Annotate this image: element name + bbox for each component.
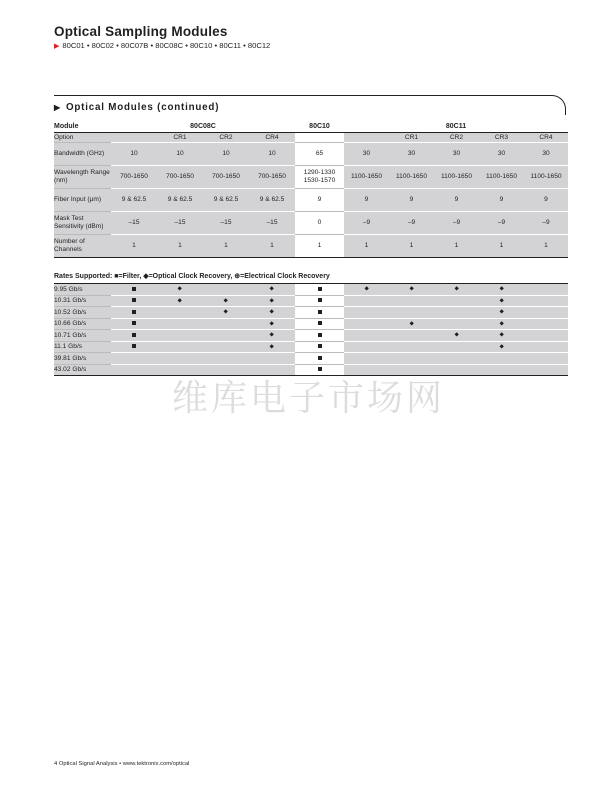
filter-square-icon	[318, 310, 322, 314]
option-cell: CR3	[479, 133, 524, 143]
spec-cell: 700-1650	[203, 166, 249, 189]
rate-label: 10.66 Gb/s	[54, 318, 111, 330]
filter-square-icon	[318, 333, 322, 337]
spec-body	[54, 143, 568, 258]
rate-cell	[524, 295, 568, 307]
spec-cell: 1100-1650	[479, 166, 524, 189]
optical-clock-diamond-icon	[409, 287, 414, 292]
rate-label: 10.71 Gb/s	[54, 330, 111, 342]
rate-row	[54, 318, 568, 330]
rate-cell	[111, 364, 157, 376]
spec-cell: 9 & 62.5	[111, 189, 157, 212]
rate-cell	[344, 341, 389, 353]
spec-row-label: Number of Channels	[54, 235, 111, 258]
spec-cell: 9	[295, 189, 344, 212]
rate-cell	[249, 295, 295, 307]
rate-row	[54, 284, 568, 296]
optical-clock-diamond-icon	[270, 333, 275, 338]
section-arrow-icon: ▶	[54, 103, 61, 112]
spec-cell: 9	[344, 189, 389, 212]
spec-cell: 10	[111, 143, 157, 166]
spec-cell: 1100-1650	[524, 166, 568, 189]
spec-cell: 1	[295, 235, 344, 258]
rate-cell	[524, 341, 568, 353]
rate-cell	[479, 318, 524, 330]
rate-cell	[434, 284, 479, 296]
rate-cell	[344, 284, 389, 296]
rate-cell	[203, 318, 249, 330]
rate-row	[54, 353, 568, 365]
group-80c08c: 80C08C	[111, 122, 295, 133]
option-cell	[111, 133, 157, 143]
optical-clock-diamond-icon	[499, 333, 504, 338]
spec-cell: 9	[479, 189, 524, 212]
rate-label: 9.95 Gb/s	[54, 284, 111, 296]
rate-cell	[295, 341, 344, 353]
rates-legend: Rates Supported: ■=Filter, ◆=Optical Clock Recovery, ⊕=Electrical Clock Recovery	[54, 273, 330, 280]
rate-cell	[479, 284, 524, 296]
option-cell: CR4	[249, 133, 295, 143]
option-cell: CR4	[524, 133, 568, 143]
filter-square-icon	[132, 287, 136, 291]
optical-clock-diamond-icon	[178, 298, 183, 303]
optical-clock-diamond-icon	[270, 310, 275, 315]
spec-cell: 1	[203, 235, 249, 258]
red-arrow-icon: ▶	[54, 43, 60, 50]
filter-square-icon	[132, 298, 136, 302]
optical-clock-diamond-icon	[224, 298, 229, 303]
spec-cell: 10	[157, 143, 203, 166]
rate-cell	[111, 295, 157, 307]
rate-cell	[344, 330, 389, 342]
rate-cell	[389, 284, 434, 296]
rate-cell	[111, 318, 157, 330]
rate-cell	[524, 284, 568, 296]
rate-cell	[157, 307, 203, 319]
spec-cell: –15	[111, 212, 157, 235]
rate-cell	[524, 307, 568, 319]
watermark: 维库电子市场网	[172, 378, 446, 419]
filter-square-icon	[318, 344, 322, 348]
spec-cell: 1	[479, 235, 524, 258]
section-title	[54, 102, 219, 113]
rate-cell	[479, 353, 524, 365]
rate-label: 11.1 Gb/s	[54, 341, 111, 353]
optical-clock-diamond-icon	[499, 344, 504, 349]
optical-clock-diamond-icon	[499, 310, 504, 315]
rate-cell	[111, 330, 157, 342]
spec-row	[54, 235, 568, 258]
rate-label: 10.31 Gb/s	[54, 295, 111, 307]
option-cell: CR2	[434, 133, 479, 143]
rate-cell	[249, 330, 295, 342]
optical-clock-diamond-icon	[270, 321, 275, 326]
spec-cell: 9 & 62.5	[249, 189, 295, 212]
option-label: Option	[54, 133, 111, 143]
rate-cell	[249, 318, 295, 330]
spec-cell: 30	[434, 143, 479, 166]
spec-cell: 65	[295, 143, 344, 166]
spec-cell: –9	[524, 212, 568, 235]
rate-row	[54, 330, 568, 342]
spec-cell: 10	[249, 143, 295, 166]
spec-cell: 30	[389, 143, 434, 166]
spec-table	[54, 122, 568, 258]
rate-cell	[203, 353, 249, 365]
optical-clock-diamond-icon	[224, 310, 229, 315]
spec-cell: 0	[295, 212, 344, 235]
spec-cell: 1	[249, 235, 295, 258]
rate-cell	[524, 330, 568, 342]
rate-cell	[479, 341, 524, 353]
rate-cell	[479, 307, 524, 319]
filter-square-icon	[132, 344, 136, 348]
spec-cell: 9 & 62.5	[157, 189, 203, 212]
rate-cell	[479, 295, 524, 307]
spec-cell: 700-1650	[111, 166, 157, 189]
rate-cell	[249, 284, 295, 296]
filter-square-icon	[132, 310, 136, 314]
optical-clock-diamond-icon	[454, 287, 459, 292]
rate-cell	[434, 353, 479, 365]
rate-cell	[434, 295, 479, 307]
spec-cell: 9	[524, 189, 568, 212]
option-cell	[295, 133, 344, 143]
rate-cell	[389, 295, 434, 307]
spec-cell: –9	[479, 212, 524, 235]
spec-cell: 9	[434, 189, 479, 212]
spec-row-label: Fiber Input (µm)	[54, 189, 111, 212]
filter-square-icon	[318, 321, 322, 325]
option-cell: CR1	[389, 133, 434, 143]
spec-cell: 30	[524, 143, 568, 166]
rate-cell	[344, 295, 389, 307]
rate-cell	[479, 364, 524, 376]
option-row	[54, 133, 568, 143]
rate-cell	[295, 330, 344, 342]
rate-cell	[389, 330, 434, 342]
optical-clock-diamond-icon	[499, 298, 504, 303]
optical-clock-diamond-icon	[270, 344, 275, 349]
filter-square-icon	[318, 356, 322, 360]
optical-clock-diamond-icon	[499, 287, 504, 292]
optical-clock-diamond-icon	[178, 287, 183, 292]
rate-cell	[111, 307, 157, 319]
rate-cell	[203, 284, 249, 296]
optical-clock-diamond-icon	[454, 333, 459, 338]
spec-row-label: Wavelength Range (nm)	[54, 166, 111, 189]
rate-cell	[344, 353, 389, 365]
rate-cell	[389, 307, 434, 319]
spec-cell: 1100-1650	[344, 166, 389, 189]
spec-row	[54, 189, 568, 212]
rate-cell	[157, 295, 203, 307]
rate-cell	[524, 364, 568, 376]
rate-cell	[111, 353, 157, 365]
rate-cell	[434, 341, 479, 353]
rate-label: 43.02 Gb/s	[54, 364, 111, 376]
rate-cell	[434, 307, 479, 319]
rate-cell	[203, 341, 249, 353]
spec-cell: 9	[389, 189, 434, 212]
rate-cell	[157, 341, 203, 353]
spec-cell: 1	[524, 235, 568, 258]
rate-cell	[389, 353, 434, 365]
rate-cell	[111, 341, 157, 353]
rate-cell	[295, 307, 344, 319]
spec-cell: 1	[344, 235, 389, 258]
spec-row-label: Mask Test Sensitivity (dBm)	[54, 212, 111, 235]
spec-cell: 1	[111, 235, 157, 258]
optical-clock-diamond-icon	[270, 298, 275, 303]
rate-cell	[295, 295, 344, 307]
group-80c11: 80C11	[344, 122, 568, 133]
spec-cell: –9	[344, 212, 389, 235]
spec-cell: –15	[249, 212, 295, 235]
spec-cell: –9	[389, 212, 434, 235]
spec-cell: 700-1650	[157, 166, 203, 189]
model-list-text: 80C01 • 80C02 • 80C07B • 80C08C • 80C10 • 80C11 • 80C12	[62, 41, 271, 50]
filter-square-icon	[318, 287, 322, 291]
rates-table	[54, 283, 568, 376]
optical-clock-diamond-icon	[499, 321, 504, 326]
module-label: Module	[54, 122, 111, 133]
optical-clock-diamond-icon	[270, 287, 275, 292]
rate-row	[54, 295, 568, 307]
option-cell: CR1	[157, 133, 203, 143]
rate-cell	[249, 353, 295, 365]
filter-square-icon	[318, 298, 322, 302]
rate-cell	[157, 353, 203, 365]
spec-row	[54, 212, 568, 235]
rate-cell	[249, 307, 295, 319]
spec-cell: 1	[434, 235, 479, 258]
rate-cell	[344, 318, 389, 330]
rate-cell	[434, 330, 479, 342]
spec-cell: 1100-1650	[434, 166, 479, 189]
rate-cell	[389, 318, 434, 330]
rate-cell	[389, 341, 434, 353]
section-title-text: Optical Modules (continued)	[65, 102, 220, 113]
rates-body	[54, 284, 568, 376]
optical-clock-diamond-icon	[409, 321, 414, 326]
option-cell	[344, 133, 389, 143]
spec-row-label: Bandwidth (GHz)	[54, 143, 111, 166]
rate-cell	[295, 284, 344, 296]
spec-cell: 1100-1650	[389, 166, 434, 189]
optical-clock-diamond-icon	[364, 287, 369, 292]
rate-cell	[203, 295, 249, 307]
rate-cell	[111, 284, 157, 296]
spec-row	[54, 143, 568, 166]
spec-cell: 1	[157, 235, 203, 258]
spec-cell: 10	[203, 143, 249, 166]
spec-cell: 30	[479, 143, 524, 166]
spec-cell: 1290-1330 1530-1570	[295, 166, 344, 189]
rate-cell	[249, 341, 295, 353]
rate-row	[54, 341, 568, 353]
spec-cell: 1	[389, 235, 434, 258]
rate-cell	[295, 353, 344, 365]
rate-cell	[157, 318, 203, 330]
spec-cell: –15	[157, 212, 203, 235]
spec-cell: –9	[434, 212, 479, 235]
spec-row	[54, 166, 568, 189]
rate-label: 10.52 Gb/s	[54, 307, 111, 319]
rate-cell	[157, 330, 203, 342]
rate-row	[54, 307, 568, 319]
spec-cell: –15	[203, 212, 249, 235]
rate-cell	[157, 284, 203, 296]
option-cell: CR2	[203, 133, 249, 143]
spec-cell: 700-1650	[249, 166, 295, 189]
rate-cell	[479, 330, 524, 342]
rate-cell	[524, 318, 568, 330]
page-footer: 4 Optical Signal Analysis • www.tektronix.com/optical	[54, 761, 190, 767]
rate-cell	[203, 330, 249, 342]
model-list	[54, 41, 270, 50]
rate-cell	[434, 318, 479, 330]
rate-label: 39.81 Gb/s	[54, 353, 111, 365]
page-title: Optical Sampling Modules	[54, 24, 228, 39]
group-80c10: 80C10	[295, 122, 344, 133]
filter-square-icon	[132, 321, 136, 325]
spec-cell: 30	[344, 143, 389, 166]
filter-square-icon	[132, 333, 136, 337]
rate-cell	[295, 318, 344, 330]
rate-cell	[524, 353, 568, 365]
spec-cell: 9 & 62.5	[203, 189, 249, 212]
rate-cell	[344, 307, 389, 319]
rate-cell	[203, 307, 249, 319]
